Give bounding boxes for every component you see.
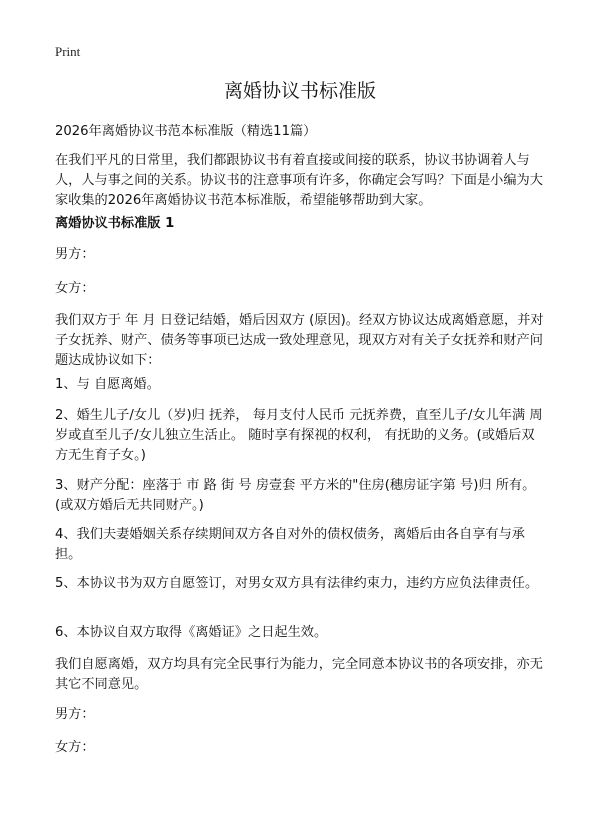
page-title: 离婚协议书标准版 [223, 80, 376, 102]
section-heading: 离婚协议书标准版 1 [55, 216, 175, 231]
clause-item-5: 5、本协议书为双方自愿签订，对男女双方具有法律约束力，违约方应负法律责任。 [55, 576, 539, 591]
subtitle: 2026年离婚协议书范本标准版（精选11篇） [55, 124, 317, 139]
clause-intro: 我们双方于 年 月 日登记结婚，婚后因双方 (原因)。经双方协议达成离婚意愿，并对子女抚养、财产、债务等事项已达成一致处理意见，现双方对有关子女抚养和财产问题达成协议如下： [55, 313, 544, 368]
intro-paragraph: 在我们平凡的日常里，我们都跟协议书有着直接或间接的联系，协议书协调着人与人，人与事之间的关系。协议书的注意事项有许多，你确定会写吗？下面是小编为大家收集的2026年离婚协议书范本标准版，希望能够帮助到大家。 [55, 153, 543, 208]
clause-item-1: 1、与 自愿离婚。 [55, 377, 160, 392]
clause-item-6: 6、本协议自双方取得《离婚证》之日起生效。 [55, 625, 328, 640]
female-party-label: 女方： [55, 281, 95, 296]
print-link[interactable]: Print [55, 44, 81, 59]
closing-paragraph: 我们自愿离婚，双方均具有完全民事行为能力，完全同意本协议书的各项安排，亦无其它不同意见。 [55, 657, 543, 692]
clause-item-4: 4、我们夫妻婚姻关系存续期间双方各自对外的债权债务，离婚后由各自享有与承担。 [55, 527, 525, 562]
clause-item-2: 2、婚生儿子/女儿（岁)归 抚养， 每月支付人民币 元抚养费，直至儿子/女儿年满 周岁或直至儿子/女儿独立生活止。 随时享有探视的权利， 有抚助的义务。(或婚后双方无生育子女。) [55, 408, 543, 463]
male-party-label-2: 男方： [55, 707, 95, 722]
clause-item-3: 3、财产分配：座落于 市 路 街 号 房壹套 平方米的"住房(穗房证字第 号)归 所有。(或双方婚后无共同财产。) [55, 478, 536, 513]
male-party-label: 男方： [55, 247, 95, 262]
female-party-label-2: 女方： [55, 740, 95, 755]
